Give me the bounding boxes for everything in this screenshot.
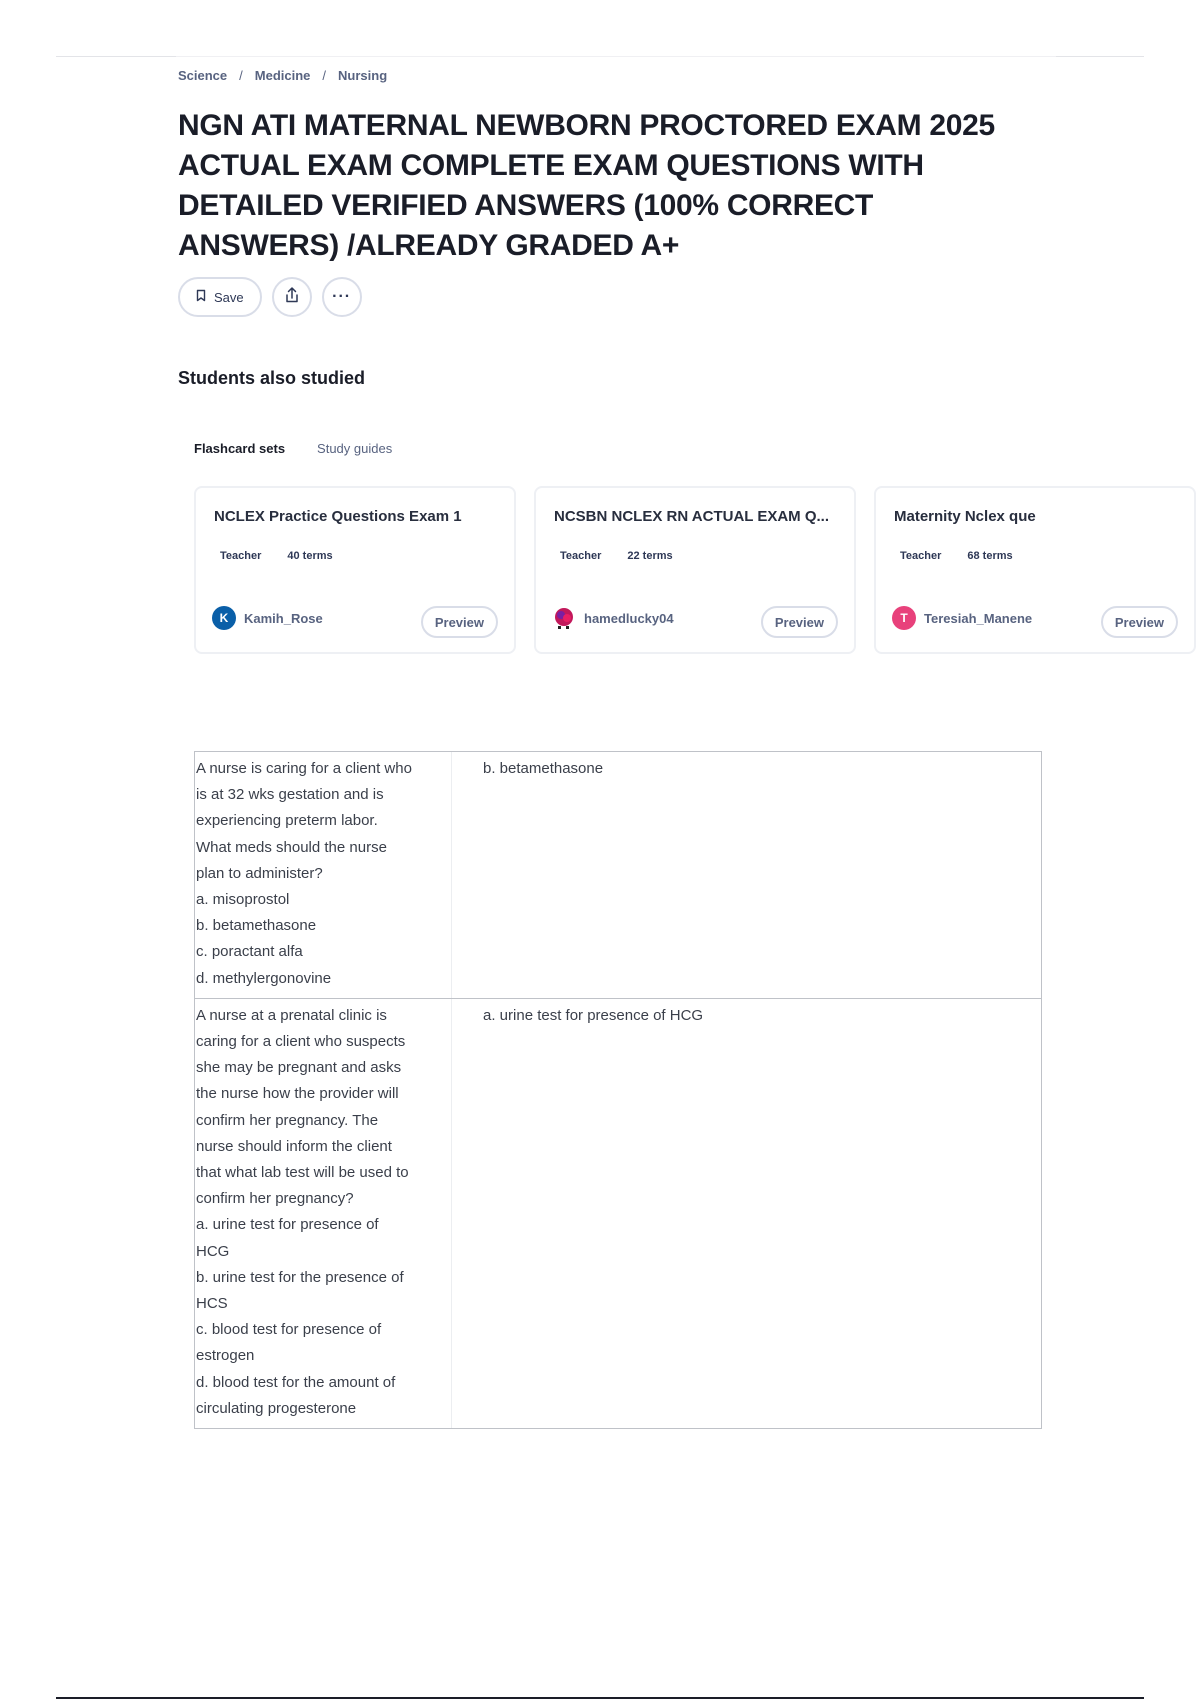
question-line: What meds should the nurse <box>196 838 387 856</box>
table-row <box>195 752 1041 998</box>
question-line: the nurse how the provider will <box>196 1085 399 1103</box>
breadcrumb-separator: / <box>239 68 243 83</box>
question-line: circulating progesterone <box>196 1399 357 1417</box>
card-meta <box>560 550 673 562</box>
table-row <box>195 998 1041 1428</box>
question-line: that what lab test will be used to <box>196 1164 409 1182</box>
share-button[interactable] <box>272 277 312 317</box>
card-role: Teacher <box>900 550 942 562</box>
question-line: A nurse at a prenatal clinic is <box>196 1006 387 1024</box>
flashcard-set-card[interactable] <box>534 486 856 654</box>
card-role: Teacher <box>220 550 262 562</box>
question-line: d. methylergonovine <box>196 969 332 987</box>
bottom-divider <box>56 1697 1144 1699</box>
card-title[interactable]: NCLEX Practice Questions Exam 1 <box>214 508 462 525</box>
page-title-line: NGN ATI MATERNAL NEWBORN PROCTORED EXAM 2025 <box>178 109 995 142</box>
card-author[interactable] <box>552 606 674 630</box>
card-author[interactable] <box>892 606 1032 630</box>
question-line: d. blood test for the amount of <box>196 1373 396 1391</box>
breadcrumb-science[interactable]: Science <box>178 68 228 83</box>
card-role: Teacher <box>560 550 602 562</box>
question-cell <box>195 752 452 998</box>
page-title-line: ANSWERS) /ALREADY GRADED A+ <box>178 229 680 262</box>
question-line: a. urine test for presence of <box>196 1216 379 1234</box>
question-line: HCS <box>196 1295 228 1313</box>
question-line: confirm her pregnancy? <box>196 1190 354 1208</box>
share-icon <box>283 286 301 309</box>
question-line: a. misoprostol <box>196 891 290 909</box>
card-title[interactable]: NCSBN NCLEX RN ACTUAL EXAM Q... <box>554 508 830 525</box>
question-line: plan to administer? <box>196 864 323 882</box>
question-line: estrogen <box>196 1347 255 1365</box>
top-divider <box>56 56 176 57</box>
cards-carousel <box>194 486 1164 656</box>
card-terms: 68 terms <box>967 550 1013 562</box>
question-cell <box>195 999 452 1428</box>
card-terms: 22 terms <box>627 550 673 562</box>
page-title <box>178 106 1058 266</box>
answer-cell: b. betamethasone <box>483 760 604 777</box>
card-terms: 40 terms <box>287 550 333 562</box>
avatar <box>552 606 576 630</box>
save-button[interactable] <box>178 277 262 317</box>
question-line: confirm her pregnancy. The <box>196 1111 379 1129</box>
preview-button[interactable]: Preview <box>761 606 838 638</box>
qa-table <box>194 751 1042 1429</box>
question-line: caring for a client who suspects <box>196 1033 406 1051</box>
card-title[interactable]: Maternity Nclex que <box>894 508 1036 525</box>
preview-button[interactable]: Preview <box>421 606 498 638</box>
question-line: HCG <box>196 1242 230 1260</box>
card-username: hamedlucky04 <box>584 610 674 626</box>
breadcrumb <box>178 68 387 83</box>
avatar: K <box>212 606 236 630</box>
answer-cell: a. urine test for presence of HCG <box>483 1006 704 1024</box>
action-bar <box>178 277 362 317</box>
save-label: Save <box>214 289 244 305</box>
card-meta <box>900 550 1013 562</box>
study-tabs <box>194 441 392 456</box>
question-line: experiencing preterm labor. <box>196 812 378 830</box>
card-username: Teresiah_Manene <box>924 610 1033 626</box>
question-line: she may be pregnant and asks <box>196 1059 402 1077</box>
avatar: T <box>892 606 916 630</box>
flashcard-set-card[interactable] <box>194 486 516 654</box>
top-divider-faint <box>176 56 1056 57</box>
question-line: b. betamethasone <box>196 917 317 935</box>
more-icon: ··· <box>332 288 352 305</box>
page-title-line: DETAILED VERIFIED ANSWERS (100% CORRECT <box>178 189 874 222</box>
bookmark-icon <box>196 289 206 305</box>
question-line: c. blood test for presence of <box>196 1321 382 1339</box>
tab-flashcard-sets[interactable]: Flashcard sets <box>194 441 286 456</box>
flashcard-set-card[interactable] <box>874 486 1196 654</box>
question-line: c. poractant alfa <box>196 943 303 961</box>
card-meta <box>220 550 333 562</box>
breadcrumb-medicine[interactable]: Medicine <box>254 68 311 83</box>
breadcrumb-nursing[interactable]: Nursing <box>338 68 388 83</box>
page-title-line: ACTUAL EXAM COMPLETE EXAM QUESTIONS WITH <box>178 149 924 182</box>
question-line: is at 32 wks gestation and is <box>196 786 384 804</box>
card-username: Kamih_Rose <box>244 610 323 626</box>
top-divider <box>1056 56 1144 57</box>
more-button[interactable] <box>322 277 362 317</box>
breadcrumb-separator: / <box>322 68 327 83</box>
question-line: b. urine test for the presence of <box>196 1268 404 1286</box>
question-line: A nurse is caring for a client who <box>196 760 412 777</box>
tab-study-guides[interactable]: Study guides <box>317 441 393 456</box>
students-also-studied-heading: Students also studied <box>178 368 366 388</box>
question-line: nurse should inform the client <box>196 1137 392 1155</box>
card-author[interactable] <box>212 606 323 630</box>
preview-button[interactable]: Preview <box>1101 606 1178 638</box>
